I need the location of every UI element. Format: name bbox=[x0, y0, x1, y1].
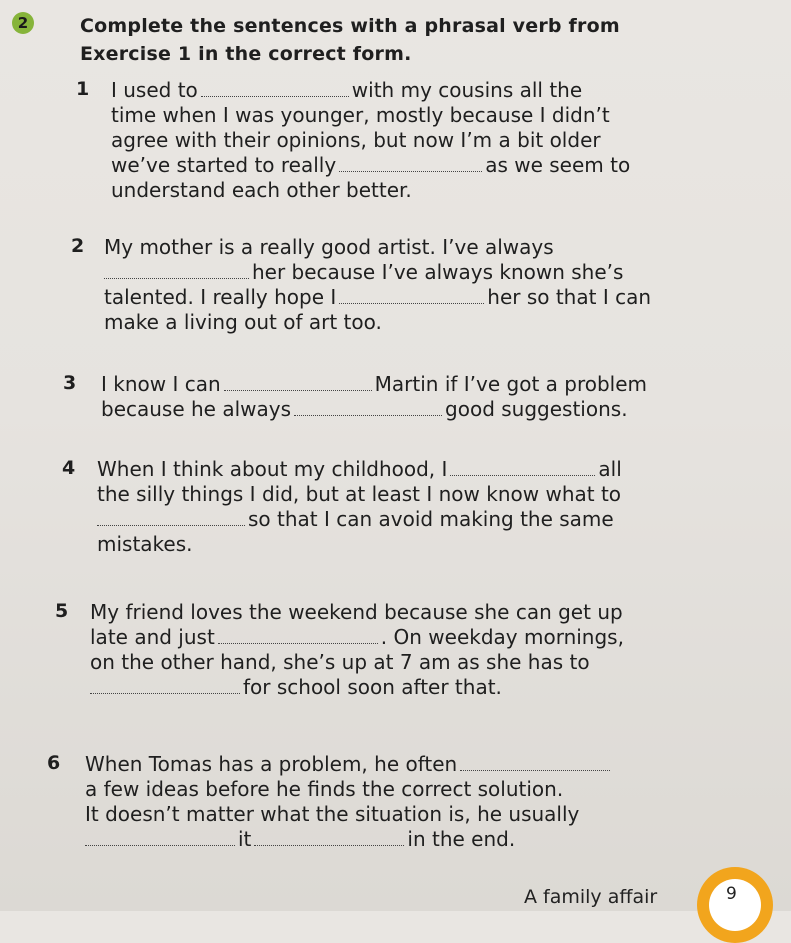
text: When I think about my childhood, I bbox=[97, 457, 448, 481]
section-title: A family affair bbox=[524, 886, 658, 908]
text: so that I can avoid making the same bbox=[248, 507, 614, 531]
answer-blank[interactable] bbox=[90, 677, 240, 694]
text: Martin if I’ve got a problem bbox=[374, 372, 648, 396]
text: I know I can bbox=[101, 372, 221, 396]
text: When Tomas has a problem, he often bbox=[85, 752, 458, 776]
text: time when I was younger, mostly because I didn’t bbox=[111, 103, 610, 127]
answer-blank[interactable] bbox=[254, 829, 404, 846]
answer-blank[interactable] bbox=[85, 829, 235, 846]
sentence-item-1 bbox=[111, 78, 630, 203]
item-number: 2 bbox=[71, 235, 85, 257]
instruction-line-1: Complete the sentences with a phrasal verb from bbox=[80, 15, 620, 37]
item-number: 6 bbox=[47, 752, 61, 774]
sentence-item-4 bbox=[97, 457, 622, 557]
answer-blank[interactable] bbox=[97, 509, 245, 526]
item-number: 4 bbox=[62, 457, 76, 479]
exercise-number: 2 bbox=[17, 14, 29, 32]
item-number: 5 bbox=[55, 600, 69, 622]
answer-blank[interactable] bbox=[201, 80, 349, 97]
item-number: 1 bbox=[76, 78, 90, 100]
instruction-line-2: Exercise 1 in the correct form. bbox=[80, 43, 412, 65]
text: the silly things I did, but at least I now know what to bbox=[97, 482, 622, 506]
text: understand each other better. bbox=[111, 178, 412, 202]
text: her because I’ve always known she’s bbox=[252, 260, 624, 284]
text: My mother is a really good artist. I’ve always bbox=[104, 235, 554, 259]
text: good suggestions. bbox=[445, 397, 628, 421]
answer-blank[interactable] bbox=[450, 459, 595, 476]
sentence-item-2 bbox=[104, 235, 651, 335]
text: I used to bbox=[111, 78, 198, 102]
text: for school soon after that. bbox=[243, 675, 502, 699]
text: late and just bbox=[90, 625, 215, 649]
text: talented. I really hope I bbox=[104, 285, 337, 309]
text: it bbox=[238, 827, 252, 851]
text: as we seem to bbox=[485, 153, 631, 177]
text: her so that I can bbox=[487, 285, 651, 309]
answer-blank[interactable] bbox=[460, 754, 610, 771]
text: with my cousins all the bbox=[351, 78, 583, 102]
text: all bbox=[598, 457, 622, 481]
text: make a living out of art too. bbox=[104, 310, 382, 334]
sentence-item-6 bbox=[85, 752, 613, 852]
answer-blank[interactable] bbox=[104, 262, 249, 279]
exercise-number-badge bbox=[12, 12, 34, 34]
text: on the other hand, she’s up at 7 am as she has to bbox=[90, 650, 590, 674]
page-number: 9 bbox=[726, 884, 737, 904]
answer-blank[interactable] bbox=[339, 155, 482, 172]
sentence-item-5 bbox=[90, 600, 624, 700]
text: mistakes. bbox=[97, 532, 193, 556]
item-number: 3 bbox=[63, 372, 77, 394]
text: because he always bbox=[101, 397, 292, 421]
answer-blank[interactable] bbox=[294, 399, 442, 416]
text: in the end. bbox=[407, 827, 516, 851]
text: agree with their opinions, but now I’m a bit older bbox=[111, 128, 601, 152]
answer-blank[interactable] bbox=[218, 627, 378, 644]
answer-blank[interactable] bbox=[224, 374, 372, 391]
exercise-instructions bbox=[80, 12, 620, 68]
text: we’ve started to really bbox=[111, 153, 337, 177]
text: a few ideas before he finds the correct solution. bbox=[85, 777, 564, 801]
text: My friend loves the weekend because she can get up bbox=[90, 600, 623, 624]
text: It doesn’t matter what the situation is, he usually bbox=[85, 802, 580, 826]
text: . On weekday mornings, bbox=[380, 625, 624, 649]
sentence-item-3 bbox=[101, 372, 647, 422]
answer-blank[interactable] bbox=[339, 287, 484, 304]
